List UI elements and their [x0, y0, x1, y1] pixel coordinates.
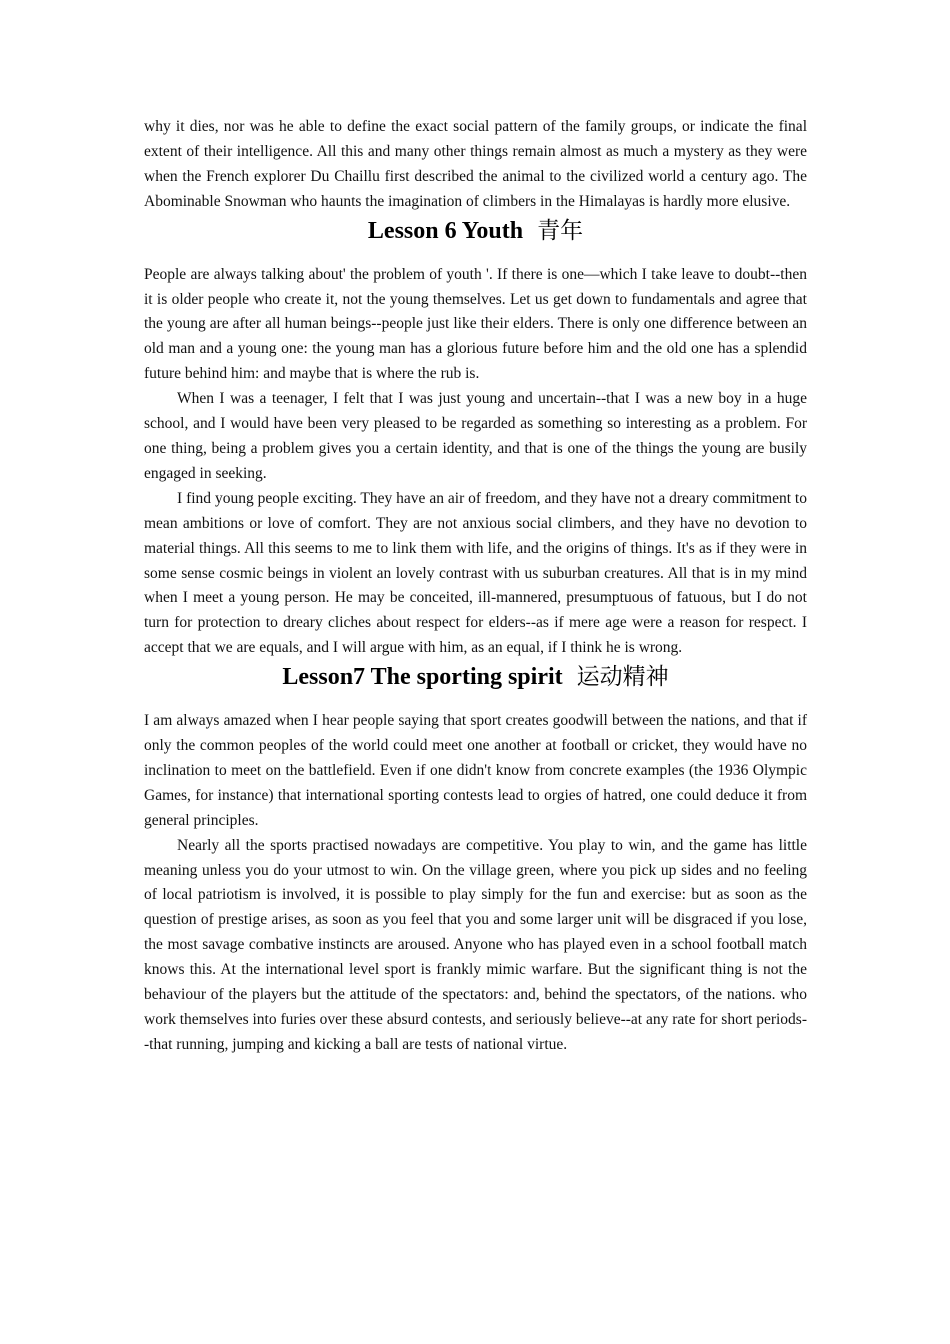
lesson6-paragraph-3: I find young people exciting. They have an air of freedom, and they have not a dreary commitment to mean ambitions or love of comfort. They are not anxious social climbers, and they have no devotion to material things. All this seems to me to link them with life, and the origins of things. It's as if they were in some sense cosmic beings in violent an lovely contrast with us suburban creatures. All that is in my mind when I meet a young person. He may be conceited, ill-mannered, presumptuous of fatuous, but I do not turn for protection to dreary cliches about respect for elders--as if mere age were a reason for respect. I accept that we are equals, and I will argue with him, as an equal, if I think he is wrong. [144, 489, 807, 657]
lesson6-title: Lesson 6 Youth [367, 217, 524, 244]
lesson6-heading [144, 216, 807, 246]
continuation-paragraph: why it dies, nor was he able to define the exact social pattern of the family groups, or indicate the final extent of their intelligence. All this and many other things remain almost as much a mystery as they were when the French explorer Du Chaillu first described the animal to the civilized world a century ago. The Abominable Snowman who haunts the imagination of climbers in the Himalayas is hardly more elusive. [144, 118, 807, 210]
lesson6-paragraph-2: When I was a teenager, I felt that I was just young and uncertain--that I was a new boy in a huge school, and I would have been very pleased to be regarded as something so interesting as a problem. For one thing, being a problem gives you a certain identity, and that is one of the things the young are busily engaged in seeking. [144, 390, 807, 482]
lesson7-title: Lesson7 The sporting spirit [282, 664, 563, 691]
lesson6-title-zh: 青年 [537, 217, 584, 244]
lesson7-heading [144, 662, 807, 692]
lesson7-title-zh: 运动精神 [576, 664, 669, 691]
lesson7-paragraph-2: Nearly all the sports practised nowadays are competitive. You play to win, and the game has little meaning unless you do your utmost to win. On the village green, where you pick up sides and no feeling of local patriotism is involved, it is possible to play simply for the fun and exercise: but as soon as the question of prestige arises, as soon as you feel that you and some larger unit will be disgraced if you lose, the most savage combative instincts are aroused. Anyone who has played even in a school football match knows this. At the international level sport is frankly mimic warfare. But the significant thing is not the behaviour of the players but the attitude of the spectators: and, behind the spectators, of the nations. who work themselves into furies over these absurd contests, and seriously believe--at any rate for short periods--that running, jumping and kicking a ball are tests of national virtue. [144, 836, 807, 1053]
lesson6-paragraph-1: People are always talking about' the problem of youth '. If there is one—which I take leave to doubt--then it is older people who create it, not the young themselves. Let us get down to fundamentals and agree that the young are after all human beings--people just like their elders. There is only one difference between an old man and a young one: the young man has a glorious future before him and the old one has a splendid future behind him: and maybe that is where the rub is. [144, 265, 807, 383]
lesson7-paragraph-1: I am always amazed when I hear people saying that sport creates goodwill between the nations, and that if only the common peoples of the world could meet one another at football or cricket, they would have no inclination to meet on the battlefield. Even if one didn't know from concrete examples (the 1936 Olympic Games, for instance) that international sporting contests lead to orgies of hatred, one could deduce it from general principles. [144, 712, 807, 829]
document-page [144, 115, 807, 1058]
